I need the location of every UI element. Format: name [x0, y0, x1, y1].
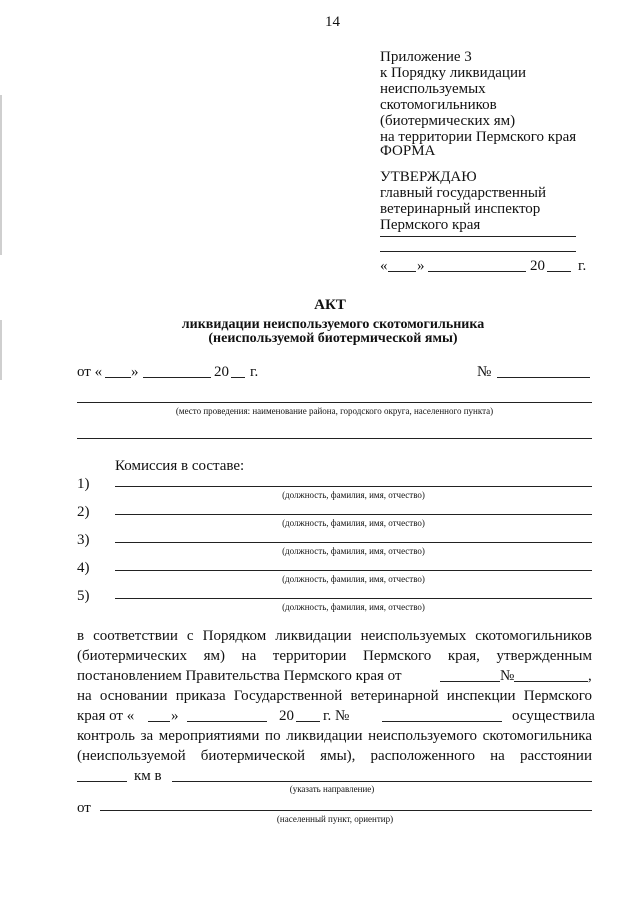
- order-date-from: края от «: [77, 708, 135, 724]
- commission-heading: Комиссия в составе:: [115, 458, 245, 474]
- distance-unit: км в: [134, 768, 162, 784]
- approval-year-suffix: г.: [578, 258, 587, 274]
- act-year-prefix: 20: [214, 364, 229, 380]
- member-caption: (должность, фамилия, имя, отчество): [282, 546, 425, 556]
- approval-day-field[interactable]: [388, 271, 416, 272]
- member-number: 2): [77, 504, 90, 520]
- page-number: 14: [325, 14, 340, 30]
- approval-line: Пермского края: [380, 217, 481, 233]
- appendix-line: (биотермических ям): [380, 113, 516, 129]
- appendix-line: скотомогильников: [380, 97, 497, 113]
- act-year-suffix: г.: [250, 364, 259, 380]
- member-caption: (должность, фамилия, имя, отчество): [282, 602, 425, 612]
- member-number: 3): [77, 532, 90, 548]
- member-number: 1): [77, 476, 90, 492]
- act-title: АКТ: [314, 297, 346, 313]
- member-field[interactable]: [115, 486, 592, 487]
- member-caption: (должность, фамилия, имя, отчество): [282, 518, 425, 528]
- approval-name-line[interactable]: [380, 251, 576, 252]
- order-month-field[interactable]: [187, 721, 267, 722]
- body-line: контроль за мероприятиями по ликвидации неиспользуемого скотомогильника: [77, 728, 592, 744]
- body-line: на основании приказа Государственной ветеринарной инспекции Пермского: [77, 688, 592, 704]
- member-number: 5): [77, 588, 90, 604]
- order-day-field[interactable]: [148, 721, 170, 722]
- member-field[interactable]: [115, 514, 592, 515]
- body-line: (биотермических ям) на территории Пермского края, утвержденным: [77, 648, 592, 664]
- act-date-close: »: [131, 364, 139, 380]
- distance-field[interactable]: [77, 781, 127, 782]
- place-caption: (место проведения: наименование района, городского округа, населенного пункта): [175, 406, 494, 416]
- appendix-line: Приложение 3: [380, 49, 472, 65]
- order-number-field[interactable]: [382, 721, 502, 722]
- order-year-field[interactable]: [296, 721, 320, 722]
- member-caption: (должность, фамилия, имя, отчество): [282, 574, 425, 584]
- order-number-sign: г. №: [323, 708, 350, 724]
- approval-signature-line[interactable]: [380, 236, 576, 237]
- approval-line: главный государственный: [380, 185, 546, 201]
- act-date-from: от «: [77, 364, 103, 380]
- act-year-field[interactable]: [231, 377, 245, 378]
- approval-line: ветеринарный инспектор: [380, 201, 541, 217]
- settlement-from: от: [77, 800, 91, 816]
- member-field[interactable]: [115, 542, 592, 543]
- approval-block: [380, 169, 546, 233]
- act-number-field[interactable]: [497, 377, 590, 378]
- approval-date-open: «: [380, 258, 388, 274]
- body-word: осуществила: [512, 708, 595, 724]
- approval-year-prefix: 20: [530, 258, 545, 274]
- form-label: ФОРМА: [380, 143, 436, 159]
- appendix-line: к Порядку ликвидации: [380, 65, 527, 81]
- act-subtitle: (неиспользуемой биотермической ямы): [208, 331, 458, 346]
- place-field-continued[interactable]: [77, 438, 592, 439]
- act-month-field[interactable]: [143, 377, 211, 378]
- act-subtitle: ликвидации неиспользуемого скотомогильника: [181, 317, 485, 332]
- member-number: 4): [77, 560, 90, 576]
- resolution-number-field[interactable]: [514, 681, 588, 682]
- approval-date-close: »: [417, 258, 425, 274]
- resolution-number-sign: №: [500, 668, 515, 684]
- body-line: в соответствии с Порядком ликвидации неиспользуемых скотомогильников: [77, 628, 592, 644]
- act-number-sign: №: [477, 364, 492, 380]
- appendix-line: на территории Пермского края: [380, 129, 577, 145]
- order-year-prefix: 20: [279, 708, 294, 724]
- settlement-caption: (населенный пункт, ориентир): [276, 814, 394, 824]
- order-date-close: »: [171, 708, 179, 724]
- member-field[interactable]: [115, 598, 592, 599]
- appendix-line: неиспользуемых: [380, 81, 486, 97]
- member-field[interactable]: [115, 570, 592, 571]
- direction-caption: (указать направление): [289, 784, 375, 794]
- scan-edge-mark: [0, 95, 2, 255]
- direction-field[interactable]: [172, 781, 592, 782]
- appendix-block: [380, 49, 576, 145]
- resolution-date-field[interactable]: [440, 681, 500, 682]
- approval-year-field[interactable]: [547, 271, 571, 272]
- member-caption: (должность, фамилия, имя, отчество): [282, 490, 425, 500]
- resolution-comma: ,: [588, 668, 592, 684]
- place-field[interactable]: [77, 402, 592, 403]
- settlement-field[interactable]: [100, 810, 592, 811]
- approval-heading: УТВЕРЖДАЮ: [380, 169, 477, 185]
- act-day-field[interactable]: [105, 377, 131, 378]
- body-line: (неиспользуемой биотермической ямы), расположенного на расстоянии: [77, 748, 592, 764]
- body-line-resolution: постановлением Правительства Пермского края от: [77, 668, 402, 684]
- approval-month-field[interactable]: [428, 271, 526, 272]
